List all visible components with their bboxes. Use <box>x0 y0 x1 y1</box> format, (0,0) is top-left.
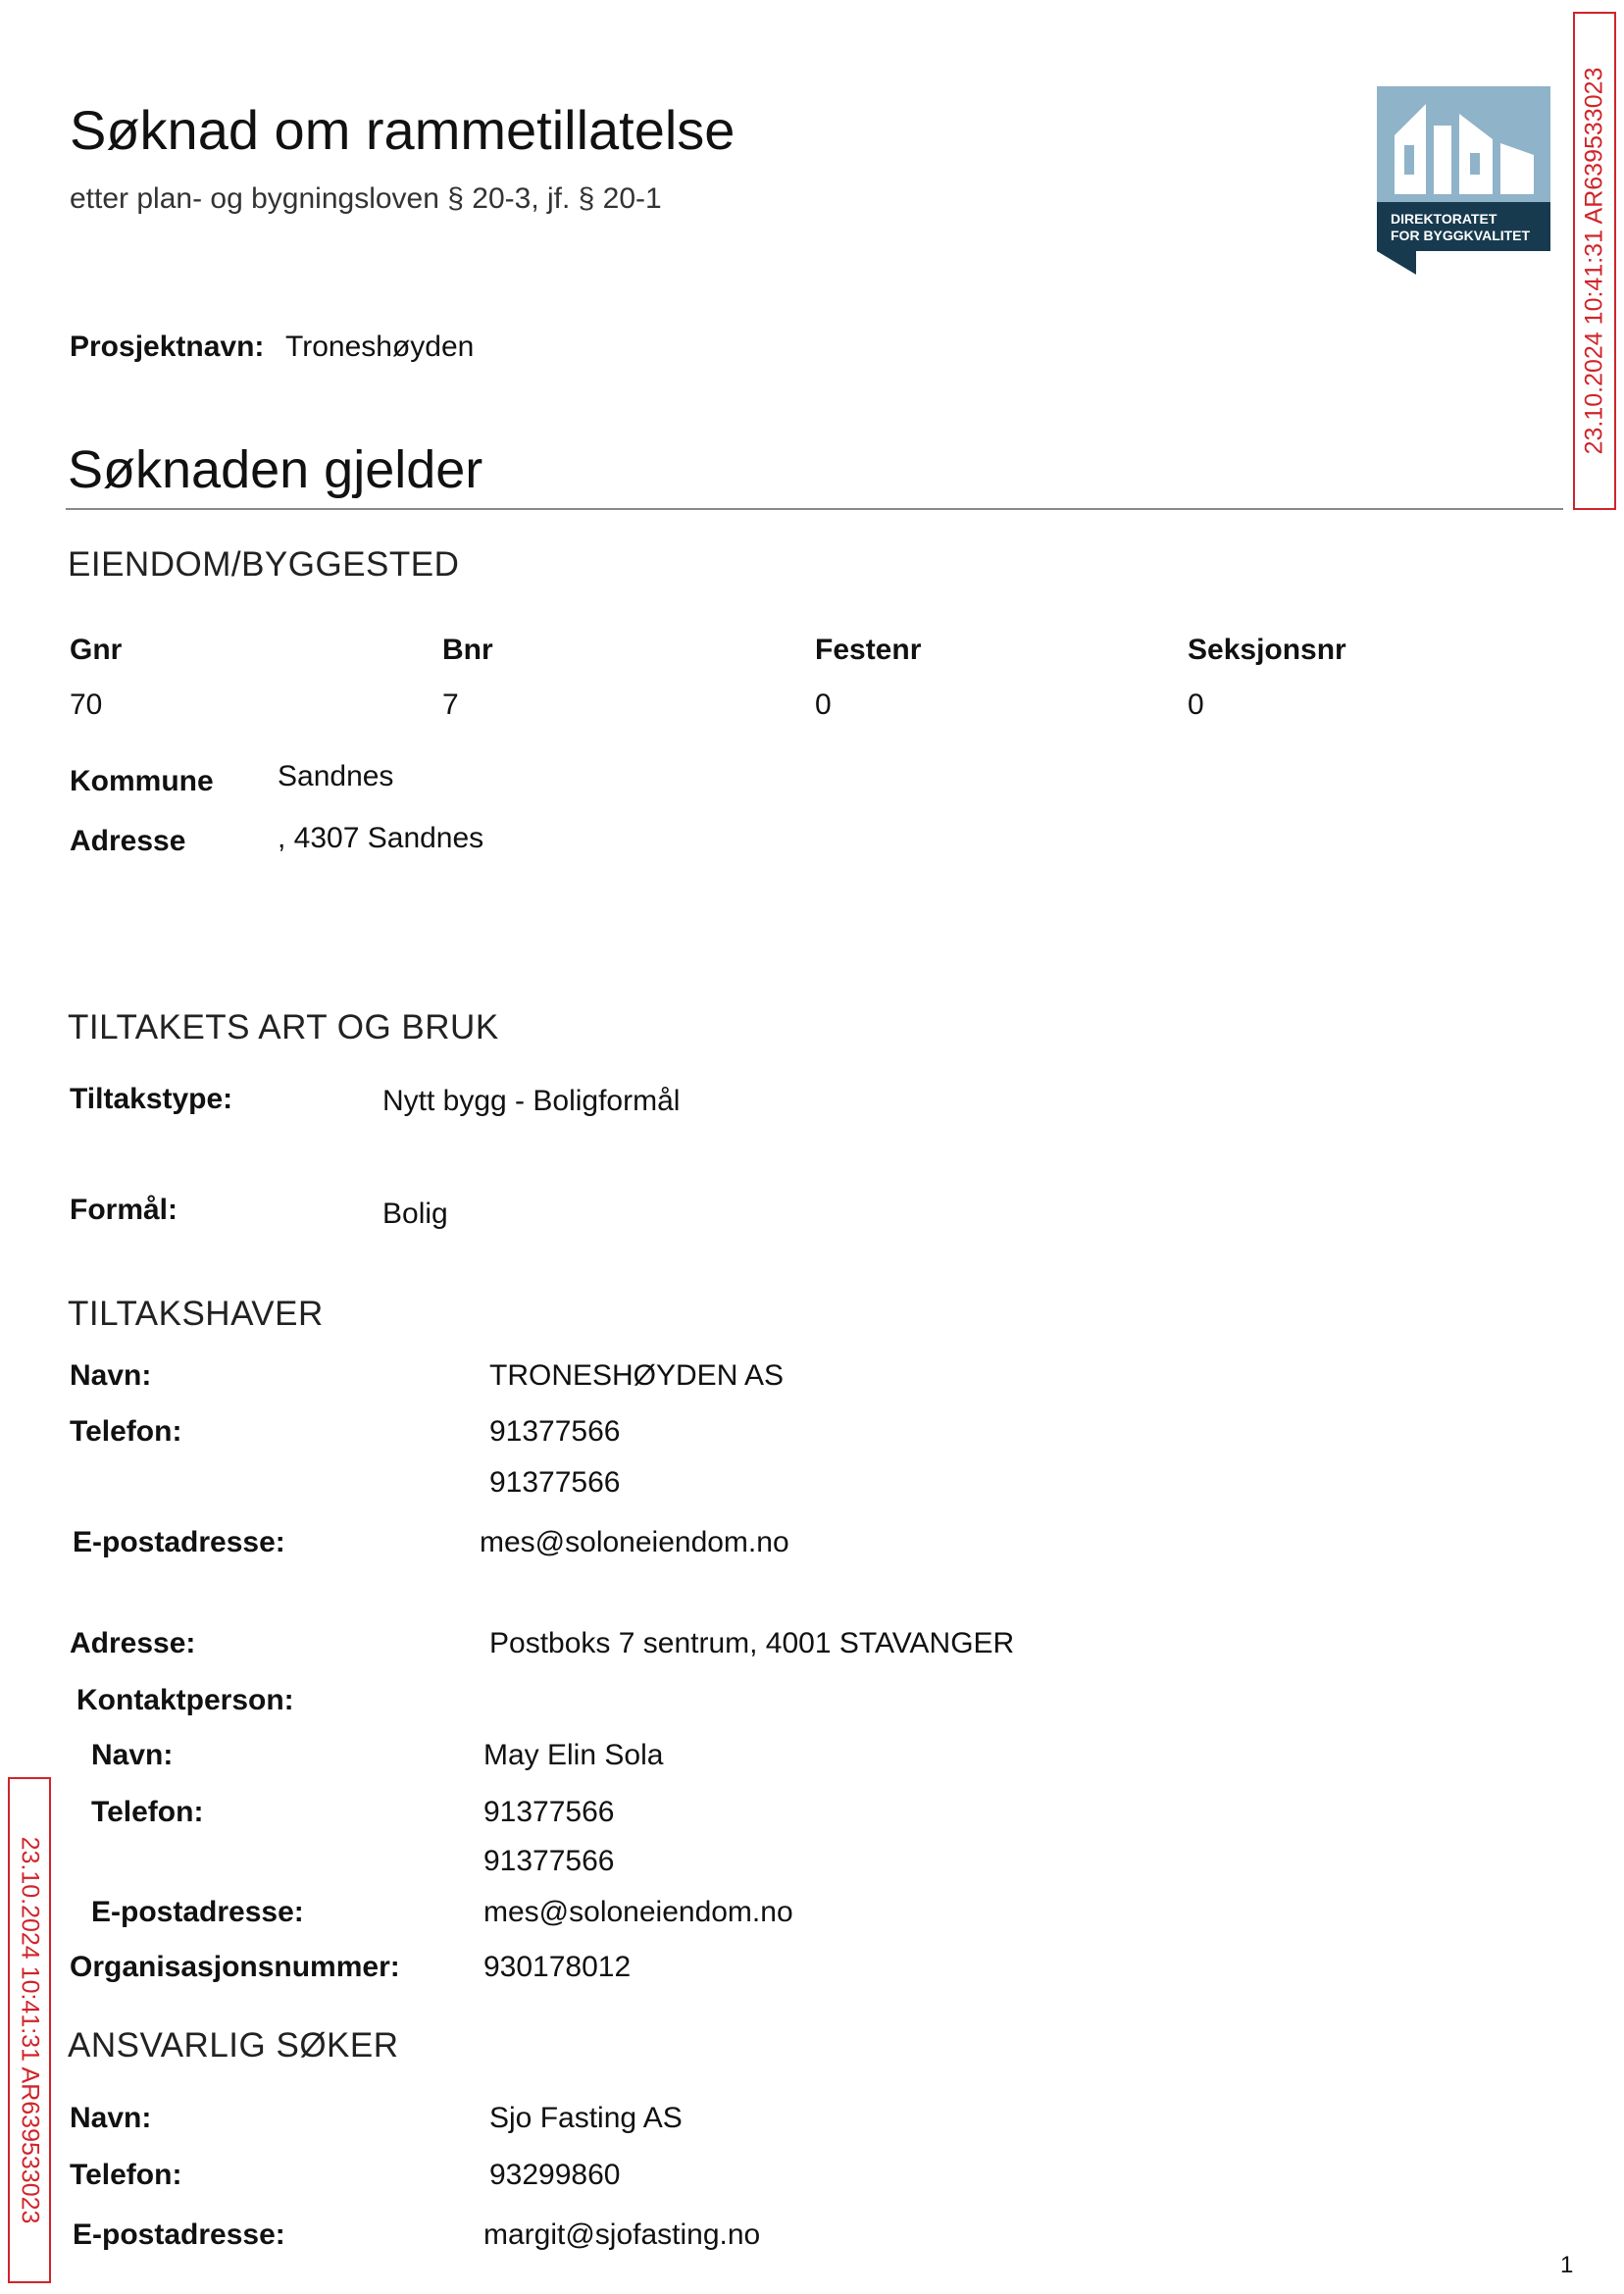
bnr-header: Bnr <box>442 634 493 666</box>
soker-navn-label: Navn: <box>70 2102 152 2134</box>
tiltakstype-value: Nytt bygg - Boligformål <box>382 1085 681 1117</box>
received-stamp-left <box>8 1777 51 2283</box>
kommune-value: Sandnes <box>278 760 394 792</box>
stamp-text: 23.10.2024 10:41:31 AR639533023 <box>1580 67 1608 455</box>
kommune-label: Kommune <box>70 765 214 797</box>
tiltakshaver-adresse-value: Postboks 7 sentrum, 4001 STAVANGER <box>489 1627 1015 1659</box>
section-divider <box>66 508 1563 510</box>
ansvarlig-soker-heading: ANSVARLIG SØKER <box>68 2026 399 2065</box>
kontakt-navn-value: May Elin Sola <box>483 1739 664 1771</box>
dibk-logo <box>1377 86 1550 275</box>
soker-telefon-label: Telefon: <box>70 2159 182 2191</box>
logo-text-line1: DIREKTORATET <box>1391 211 1497 227</box>
kontakt-telefon-value: 91377566 <box>483 1796 615 1828</box>
seksjonsnr-header: Seksjonsnr <box>1188 634 1346 666</box>
tiltakshaver-epost-label: E-postadresse: <box>73 1526 285 1558</box>
section-title: Søknaden gjelder <box>68 440 483 499</box>
received-stamp-right <box>1573 12 1616 510</box>
tiltakshaver-epost-value: mes@soloneiendom.no <box>480 1526 789 1558</box>
adresse-value: , 4307 Sandnes <box>278 822 484 854</box>
stamp-text: 23.10.2024 10:41:31 AR639533023 <box>16 1836 44 2224</box>
kontakt-telefon-value-2: 91377566 <box>483 1845 615 1877</box>
formal-value: Bolig <box>382 1198 448 1230</box>
tiltakshaver-telefon-value: 91377566 <box>489 1415 621 1448</box>
formal-label: Formål: <box>70 1194 178 1226</box>
tiltak-heading: TILTAKETS ART OG BRUK <box>68 1008 499 1046</box>
orgnr-value: 930178012 <box>483 1951 632 1983</box>
project-value: Troneshøyden <box>285 331 475 363</box>
kontakt-epost-label: E-postadresse: <box>91 1896 304 1928</box>
kontaktperson-label: Kontaktperson: <box>76 1684 294 1716</box>
property-heading: EIENDOM/BYGGESTED <box>68 545 460 584</box>
tiltakshaver-navn-label: Navn: <box>70 1359 152 1392</box>
document-title: Søknad om rammetillatelse <box>70 99 736 161</box>
kontakt-telefon-label: Telefon: <box>91 1796 204 1828</box>
kontakt-epost-value: mes@soloneiendom.no <box>483 1896 793 1928</box>
tiltakshaver-telefon-value-2: 91377566 <box>489 1466 621 1499</box>
orgnr-label: Organisasjonsnummer: <box>70 1951 400 1983</box>
page-number: 1 <box>1560 2252 1574 2278</box>
gnr-value: 70 <box>70 688 103 721</box>
soker-epost-label: E-postadresse: <box>73 2218 285 2251</box>
festenr-header: Festenr <box>815 634 922 666</box>
tiltakshaver-telefon-label: Telefon: <box>70 1415 182 1448</box>
tiltakstype-label: Tiltakstype: <box>70 1083 233 1115</box>
tiltakshaver-adresse-label: Adresse: <box>70 1627 196 1659</box>
seksjonsnr-value: 0 <box>1188 688 1204 721</box>
soker-telefon-value: 93299860 <box>489 2159 621 2191</box>
logo-text-line2: FOR BYGGKVALITET <box>1391 228 1531 243</box>
tiltakshaver-heading: TILTAKSHAVER <box>68 1295 324 1333</box>
gnr-header: Gnr <box>70 634 123 666</box>
document-subtitle: etter plan- og bygningsloven § 20-3, jf. § 20-1 <box>70 182 662 215</box>
tiltakshaver-navn-value: TRONESHØYDEN AS <box>489 1359 785 1392</box>
kontakt-navn-label: Navn: <box>91 1739 174 1771</box>
soker-epost-value: margit@sjofasting.no <box>483 2218 761 2251</box>
adresse-label: Adresse <box>70 825 186 857</box>
bnr-value: 7 <box>442 688 459 721</box>
project-label: Prosjektnavn: <box>70 331 265 363</box>
festenr-value: 0 <box>815 688 832 721</box>
soker-navn-value: Sjo Fasting AS <box>489 2102 683 2134</box>
